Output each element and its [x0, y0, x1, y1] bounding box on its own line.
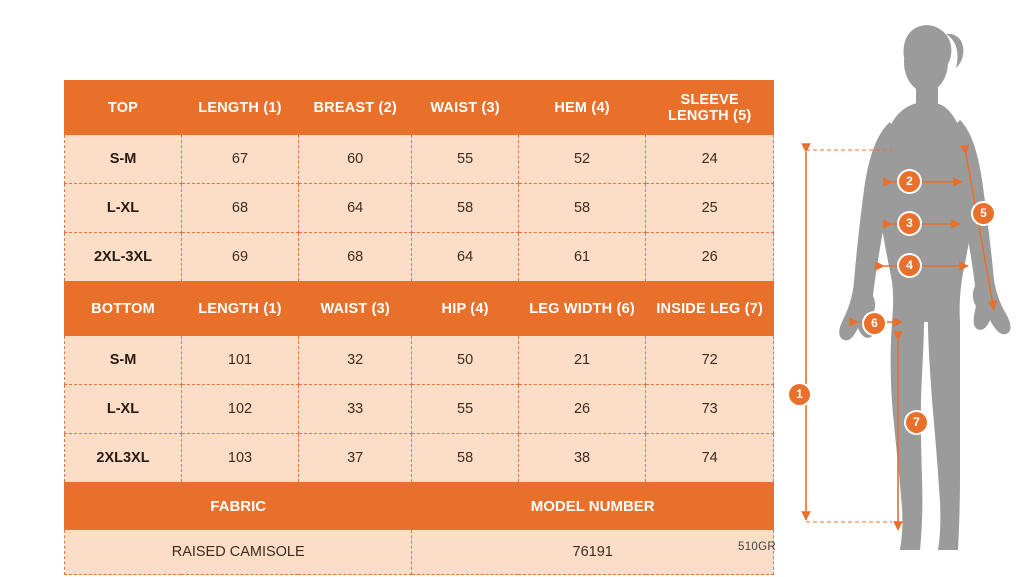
top-row-2-val-0: 69 [181, 233, 298, 282]
bottom-header-cell-4: LEG WIDTH (6) [518, 282, 646, 336]
marker-badge-1: 1 [789, 384, 810, 405]
top-header-cell-2: BREAST (2) [298, 81, 411, 135]
table-row [65, 135, 774, 184]
marker-badge-7: 7 [906, 412, 927, 433]
table-row [65, 385, 774, 434]
model-number-value: 76191 [412, 530, 774, 575]
table-row [65, 434, 774, 483]
top-row-0-val-3: 52 [518, 135, 646, 184]
bottom-row-0-val-0: 101 [181, 336, 298, 385]
table-row [65, 233, 774, 282]
product-code: 510GR [738, 541, 776, 553]
top-row-0-val-4: 24 [646, 135, 774, 184]
fabric-value: RAISED CAMISOLE [65, 530, 412, 575]
top-row-2-val-1: 68 [298, 233, 411, 282]
bottom-header-cell-2: WAIST (3) [298, 282, 411, 336]
top-header-cell-1: LENGTH (1) [181, 81, 298, 135]
marker-badge-6: 6 [864, 313, 885, 334]
bottom-header-cell-1: LENGTH (1) [181, 282, 298, 336]
top-row-0-val-2: 55 [412, 135, 518, 184]
top-header-cell-4: HEM (4) [518, 81, 646, 135]
size-table-container [64, 80, 774, 575]
top-row-1-val-4: 25 [646, 184, 774, 233]
footer-data-row [65, 530, 774, 575]
top-row-0-val-1: 60 [298, 135, 411, 184]
top-section-header-row [65, 81, 774, 135]
bottom-header-cell-3: HIP (4) [412, 282, 518, 336]
bottom-row-1-val-1: 33 [298, 385, 411, 434]
bottom-row-2-val-1: 37 [298, 434, 411, 483]
top-row-1-size: L-XL [65, 184, 182, 233]
bottom-row-0-val-4: 72 [646, 336, 774, 385]
body-silhouette-icon [780, 10, 1024, 570]
top-row-2-size: 2XL-3XL [65, 233, 182, 282]
bottom-row-0-val-2: 50 [412, 336, 518, 385]
size-table [64, 80, 774, 575]
top-row-2-val-2: 64 [412, 233, 518, 282]
fabric-header: FABRIC [65, 483, 412, 530]
top-row-0-val-0: 67 [181, 135, 298, 184]
top-row-0-size: S-M [65, 135, 182, 184]
top-row-2-val-4: 26 [646, 233, 774, 282]
marker-badge-4: 4 [899, 255, 920, 276]
bottom-header-cell-0: BOTTOM [65, 282, 182, 336]
table-row [65, 336, 774, 385]
bottom-row-1-val-2: 55 [412, 385, 518, 434]
bottom-row-1-val-4: 73 [646, 385, 774, 434]
bottom-row-1-size: L-XL [65, 385, 182, 434]
table-row [65, 184, 774, 233]
marker-badge-2: 2 [899, 171, 920, 192]
bottom-row-0-val-1: 32 [298, 336, 411, 385]
top-row-1-val-1: 64 [298, 184, 411, 233]
bottom-row-2-val-0: 103 [181, 434, 298, 483]
bottom-row-2-val-2: 58 [412, 434, 518, 483]
top-row-2-val-3: 61 [518, 233, 646, 282]
top-header-cell-0: TOP [65, 81, 182, 135]
bottom-section-header-row [65, 282, 774, 336]
top-header-cell-3: WAIST (3) [412, 81, 518, 135]
marker-badge-5: 5 [973, 203, 994, 224]
model-number-header: MODEL NUMBER [412, 483, 774, 530]
top-row-1-val-2: 58 [412, 184, 518, 233]
bottom-row-1-val-3: 26 [518, 385, 646, 434]
bottom-row-2-val-3: 38 [518, 434, 646, 483]
top-header-cell-5: SLEEVE LENGTH (5) [646, 81, 774, 135]
top-row-1-val-3: 58 [518, 184, 646, 233]
measurement-figure [780, 10, 1024, 570]
bottom-row-2-val-4: 74 [646, 434, 774, 483]
marker-badge-3: 3 [899, 213, 920, 234]
bottom-row-1-val-0: 102 [181, 385, 298, 434]
bottom-header-cell-5: INSIDE LEG (7) [646, 282, 774, 336]
bottom-row-2-size: 2XL3XL [65, 434, 182, 483]
bottom-row-0-size: S-M [65, 336, 182, 385]
top-row-1-val-0: 68 [181, 184, 298, 233]
footer-header-row [65, 483, 774, 530]
bottom-row-0-val-3: 21 [518, 336, 646, 385]
